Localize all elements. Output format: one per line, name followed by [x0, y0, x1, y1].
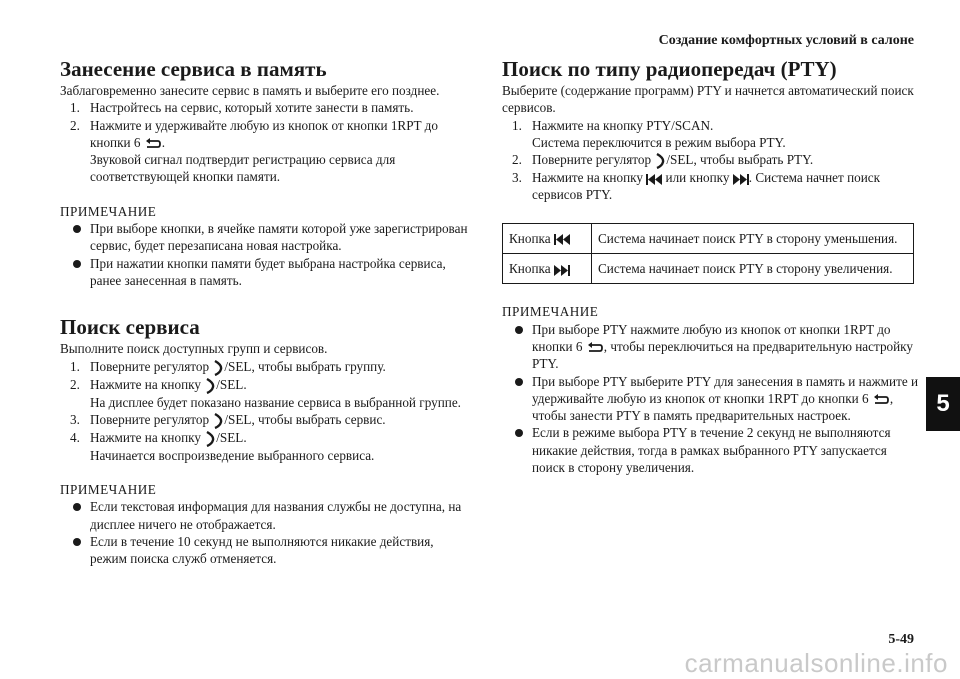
table-cell: Система начинает поиск PTY в сторону уменьшения.: [592, 223, 914, 253]
chapter-tab: 5: [926, 377, 960, 431]
step-subtext: Система переключится в режим выбора PTY.: [532, 134, 786, 150]
table-cell: [503, 254, 592, 284]
tune-knob-icon: [654, 153, 666, 169]
note-label: ПРИМЕЧАНИЕ: [60, 203, 157, 219]
step-subtext: Звуковой сигнал подтвердит регистрацию сервиса для соответствующей кнопки памяти.: [90, 152, 396, 185]
tune-knob-icon: [204, 431, 216, 447]
search-notes: [60, 498, 470, 567]
list-item: [60, 358, 470, 376]
step-text: . Система начнет поиск сервисов PTY.: [532, 170, 881, 203]
pty-steps: [502, 117, 922, 204]
search-steps: [60, 358, 470, 464]
tune-knob-icon: [212, 360, 224, 376]
button-label: Кнопка: [509, 261, 551, 277]
list-item: Если в режиме выбора PTY в течение 2 секунд не выполняются никакие действия, тогда в рамках выбранного PTY запускается поиск в сторону увеличения.: [502, 424, 922, 476]
step-text: Нажмите на кнопку: [90, 376, 201, 392]
list-item: [60, 411, 470, 429]
tune-knob-icon: [204, 378, 216, 394]
note-text: При выборе PTY выберите PTY для занесения в память и нажмите и удерживайте любую из кнопок от кнопки 1RPT до кнопки 6: [532, 373, 919, 406]
list-item: [502, 321, 922, 373]
memory-notes: [60, 220, 470, 289]
search-intro: Выполните поиск доступных групп и сервисов.: [60, 341, 328, 357]
list-item: [502, 169, 922, 204]
table-cell: [503, 223, 592, 253]
list-item: Если текстовая информация для названия службы не доступна, на дисплее ничего не отображается.: [60, 498, 470, 533]
right-column: [502, 56, 922, 476]
note-text: , чтобы занести PTY в память предварительных настроек.: [532, 390, 894, 424]
list-item: Если в течение 10 секунд не выполняются никакие действия, режим поиска служб отменяется.: [60, 533, 470, 568]
list-item: [60, 429, 470, 464]
pty-search-table: [502, 223, 914, 285]
step-number: 3.: [70, 411, 80, 427]
step-number: 2.: [70, 376, 80, 392]
table-row: [503, 223, 914, 253]
step-text: или кнопку: [665, 170, 730, 186]
step-text: Нажмите на кнопку PTY/SCAN.: [532, 117, 714, 133]
list-item: [502, 151, 922, 169]
note-text: При выборе PTY нажмите любую из кнопок от кнопки 1RPT до кнопки 6: [532, 321, 891, 354]
return-arrow-icon: [586, 342, 604, 354]
list-item: При нажатии кнопки памяти будет выбрана настройка сервиса, ранее занесенная в память.: [60, 255, 470, 290]
step-number: 4.: [70, 429, 80, 445]
list-item: [502, 373, 922, 425]
step-number: 1.: [70, 100, 80, 116]
skip-forward-icon: [733, 174, 749, 185]
step-text: Поверните регулятор: [90, 411, 210, 427]
step-text: Поверните регулятор: [532, 152, 652, 168]
step-subtext: На дисплее будет показано название сервиса в выбранной группе.: [90, 394, 461, 410]
step-text: /SEL, чтобы выбрать PTY.: [666, 152, 814, 168]
step-number: 2.: [512, 152, 522, 168]
list-item: [60, 376, 470, 411]
step-number: 1.: [512, 117, 522, 133]
skip-forward-icon: [554, 265, 570, 276]
button-label: Кнопка: [509, 230, 551, 246]
step-text: кнопки 6: [90, 134, 141, 150]
memory-steps: [60, 99, 470, 185]
list-item: [60, 99, 470, 116]
list-item: При выборе кнопки, в ячейке памяти которой уже зарегистрирован сервис, будет перезаписана новая настройка.: [60, 220, 470, 255]
skip-back-icon: [646, 174, 662, 185]
table-row: [503, 254, 914, 284]
step-text: .: [161, 134, 166, 150]
pty-notes: [502, 321, 922, 477]
step-number: 3.: [512, 170, 522, 186]
step-text: /SEL.: [216, 429, 247, 445]
step-subtext: Начинается воспроизведение выбранного сервиса.: [90, 447, 375, 463]
step-text: Поверните регулятор: [90, 358, 210, 374]
section-title-pty: Поиск по типу радиопередач (PTY): [502, 57, 837, 81]
step-number: 2.: [70, 117, 80, 133]
step-text: /SEL, чтобы выбрать сервис.: [224, 411, 386, 427]
note-text: , чтобы переключиться на предварительную настройку PTY.: [532, 338, 913, 372]
step-number: 1.: [70, 358, 80, 374]
table-cell: Система начинает поиск PTY в сторону увеличения.: [592, 254, 914, 284]
step-text: Нажмите и удерживайте любую из кнопок от кнопки 1RPT до: [90, 117, 438, 133]
return-arrow-icon: [144, 138, 162, 150]
list-item: [60, 117, 470, 186]
page-number: 5-49: [888, 632, 914, 647]
note-label: ПРИМЕЧАНИЕ: [502, 304, 599, 320]
tune-knob-icon: [212, 413, 224, 429]
watermark: carmanualsonline.info: [684, 648, 948, 678]
step-text: Настройтесь на сервис, который хотите занести в память.: [90, 100, 414, 116]
step-text: /SEL, чтобы выбрать группу.: [224, 358, 386, 374]
section-title-search: Поиск сервиса: [60, 315, 200, 340]
skip-back-icon: [554, 234, 570, 245]
note-label: ПРИМЕЧАНИЕ: [60, 482, 157, 498]
step-text: /SEL.: [216, 376, 247, 392]
return-arrow-icon: [872, 394, 890, 406]
list-item: [502, 117, 922, 152]
section-title-memory: Занесение сервиса в память: [60, 57, 327, 81]
step-text: Нажмите на кнопку: [90, 429, 201, 445]
left-column: [60, 56, 470, 568]
page-header: Создание комфортных условий в салоне: [658, 33, 914, 48]
memory-intro: Заблаговременно занесите сервис в память и выберите его позднее.: [60, 83, 440, 98]
pty-intro: Выберите (содержание программ) PTY и начнется автоматический поиск сервисов.: [502, 83, 914, 116]
step-text: Нажмите на кнопку: [532, 170, 643, 186]
